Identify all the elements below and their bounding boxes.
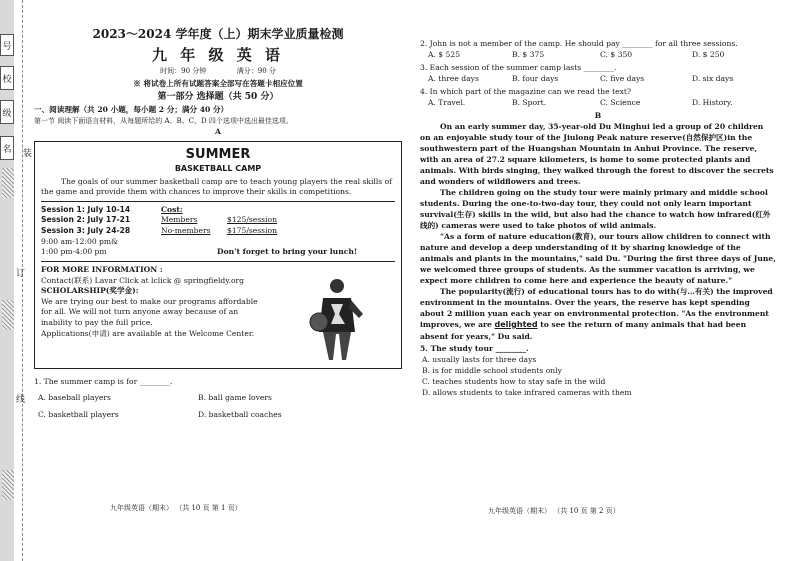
option-a: A. Travel.: [428, 98, 466, 107]
question-5: [420, 343, 776, 398]
option-c: C. basketball players: [38, 409, 119, 419]
seal-char: 订: [16, 269, 26, 279]
basketball-player-image: [305, 274, 371, 364]
question-stem: 1. The summer camp is for ________.: [34, 377, 173, 387]
option-c: C. five days: [600, 74, 645, 83]
option-a: A. baseball players: [38, 393, 111, 403]
scholarship-text: We are trying our best to make our programs affordable for all. We will not turn anyone away because of an inability to pay the full price.: [41, 296, 258, 328]
divider: [41, 261, 395, 262]
seal-line: [22, 0, 23, 561]
exam-score: 满分：90 分: [236, 67, 276, 76]
option-d: D. History.: [692, 98, 733, 107]
session-item: Session 3: July 24-28: [41, 226, 131, 236]
paragraph-text: The popularity(流行) of educational tours has to do with(与…有关) the improved environment in the mountains. Over the years, the reserve has kept spending about 2 million yuan each year on environmental protection. "As the environment improves, we are: [420, 287, 773, 329]
members-price: $125/session: [227, 215, 277, 225]
option-b: B. ball game lovers: [198, 393, 272, 403]
question-4: [420, 86, 776, 108]
page-right: [420, 38, 776, 538]
subject-title: 九 年 级 英 语: [152, 46, 284, 65]
section-heading: 一、阅读理解（共 20 小题，每小题 2 分；满分 40 分）: [34, 105, 229, 115]
exam-time: 时间：90 分钟: [160, 67, 207, 76]
session-list: [41, 205, 161, 237]
exam-time-score: [34, 67, 402, 76]
passage-paragraph: The children going on the study tour were mainly primary and middle school students. During the one-to-two-day tour, they could not only learn important survival(生存) skills in the wild, but also had the chance to watch how infrared(红外线的) cameras were used to take photos of wild animals.: [420, 188, 771, 230]
hatch-pattern: [2, 470, 14, 500]
option-c: C. teaches students how to stay safe in the wild: [422, 376, 606, 386]
seal-char: 线: [16, 395, 26, 405]
camp-advertisement: [34, 141, 402, 369]
session-item: Session 1: July 10-14: [41, 204, 131, 214]
option-b: B. four days: [512, 74, 559, 83]
paragraph-text: to see the return of many animals that had been absent for years," Du said.: [420, 320, 747, 341]
option-a: A. usually lasts for three days: [422, 354, 537, 364]
exam-note: ※ 将试卷上所有试题答案全部写在答题卡相应位置: [133, 78, 303, 88]
page-footer-left: 九年级英语（期末） （共 10 页 第 1 页）: [110, 504, 242, 512]
option-d: D. $ 250: [692, 50, 725, 59]
option-c: C. $ 350: [600, 50, 633, 59]
cost-table: [161, 205, 277, 237]
question-stem: 3. Each session of the summer camp lasts ________.: [420, 63, 617, 72]
time-slot: 1:00 pm-4:00 pm: [41, 247, 107, 257]
option-a: A. three days: [428, 74, 479, 83]
question-2: [420, 38, 776, 60]
option-c: C. Science: [600, 98, 641, 107]
time-slot: 9:00 am-12:00 pm&: [41, 236, 118, 246]
exam-title: 2023～2024 学年度（上）期末学业质量检测: [92, 27, 344, 41]
strip-label-class: 级: [0, 100, 14, 124]
question-stem: 5. The study tour ________.: [420, 343, 529, 353]
option-b: B. Sport.: [512, 98, 547, 107]
seal-char: 装: [23, 149, 33, 159]
question-stem: 2. John is not a member of the camp. He should pay ________ for all three sessions.: [420, 39, 738, 48]
ad-subtitle: BASKETBALL CAMP: [174, 163, 262, 173]
question-1: [34, 377, 402, 420]
option-b: B. $ 375: [512, 50, 545, 59]
page-left: [34, 16, 402, 552]
section-instruction: 第一节 阅读下面语言材料，从每题所给的 A、B、C、D 四个选项中选出最佳选项。: [34, 116, 293, 125]
option-d: D. six days: [692, 74, 734, 83]
strip-label-school: 校: [0, 66, 14, 90]
session-item: Session 2: July 17-21: [41, 215, 131, 225]
page-footer-right: 九年级英语（期末） （共 10 页 第 2 页）: [488, 507, 620, 515]
ad-intro: The goals of our summer basketball camp are to teach young players the real skills of the game and provide them with chances to improve their skills in competitions.: [41, 176, 392, 197]
applications-note: Applications(申请) are available at the Welcome Center.: [41, 328, 255, 338]
passage-label-b: B: [594, 111, 602, 120]
nonmembers-price: $175/session: [227, 226, 277, 236]
divider: [41, 201, 395, 202]
part-heading: 第一部分 选择题（共 50 分）: [157, 92, 279, 103]
more-info-heading: FOR MORE INFORMATION :: [41, 264, 163, 274]
option-d: D. allows students to take infrared cameras with them: [422, 387, 632, 397]
nonmembers-label: No-members: [161, 226, 211, 236]
passage-paragraph: [420, 286, 776, 342]
contact-line: Contact(联系) Lavar Click at lclick @ springfieldy.org: [41, 275, 245, 285]
strip-label-number: 号: [0, 34, 14, 56]
hatch-pattern: [2, 168, 14, 198]
cost-label: Cost:: [161, 204, 183, 214]
question-3: [420, 62, 776, 84]
hatch-pattern: [2, 300, 14, 330]
option-b: B. is for middle school students only: [422, 365, 562, 375]
passage-label-a: A: [215, 126, 221, 136]
members-label: Members: [161, 215, 198, 225]
option-d: D. basketball coaches: [198, 409, 282, 419]
question-stem: 4. In which part of the magazine can we read the text?: [420, 87, 632, 96]
passage-paragraph: "As a form of nature education(教育), our tours allow children to connect with nature and develop a deep understanding of it by sharing knowledge of the animals and plants in the mountains," said Du. "During the first three days of June, we welcomed three groups of students. As the summer vacation is arriving, we expect more children to come here and experience the beauty of nature.": [420, 232, 776, 285]
ad-title: SUMMER: [185, 147, 251, 163]
option-a: A. $ 525: [428, 50, 461, 59]
passage-paragraph: On an early summer day, 35-year-old Du Minghui led a group of 20 children on an enjoyable study tour of the Jiulong Peak nature reserve(自然保护区)in the southwestern part of the Huangshan Mountain in Anhui Province. The reserve, with an area of 27.2 square kilometers, is home to some protected plants and animals. With birds singing, they walked through the forest to discover the secrets and wonders of wildflowers and trees.: [420, 122, 774, 186]
strip-label-name: 名: [0, 136, 14, 160]
highlighted-word: delighted: [494, 320, 538, 329]
lunch-note: Don't forget to bring your lunch!: [217, 247, 358, 257]
scholarship-heading: SCHOLARSHIP(奖学金):: [41, 286, 139, 296]
